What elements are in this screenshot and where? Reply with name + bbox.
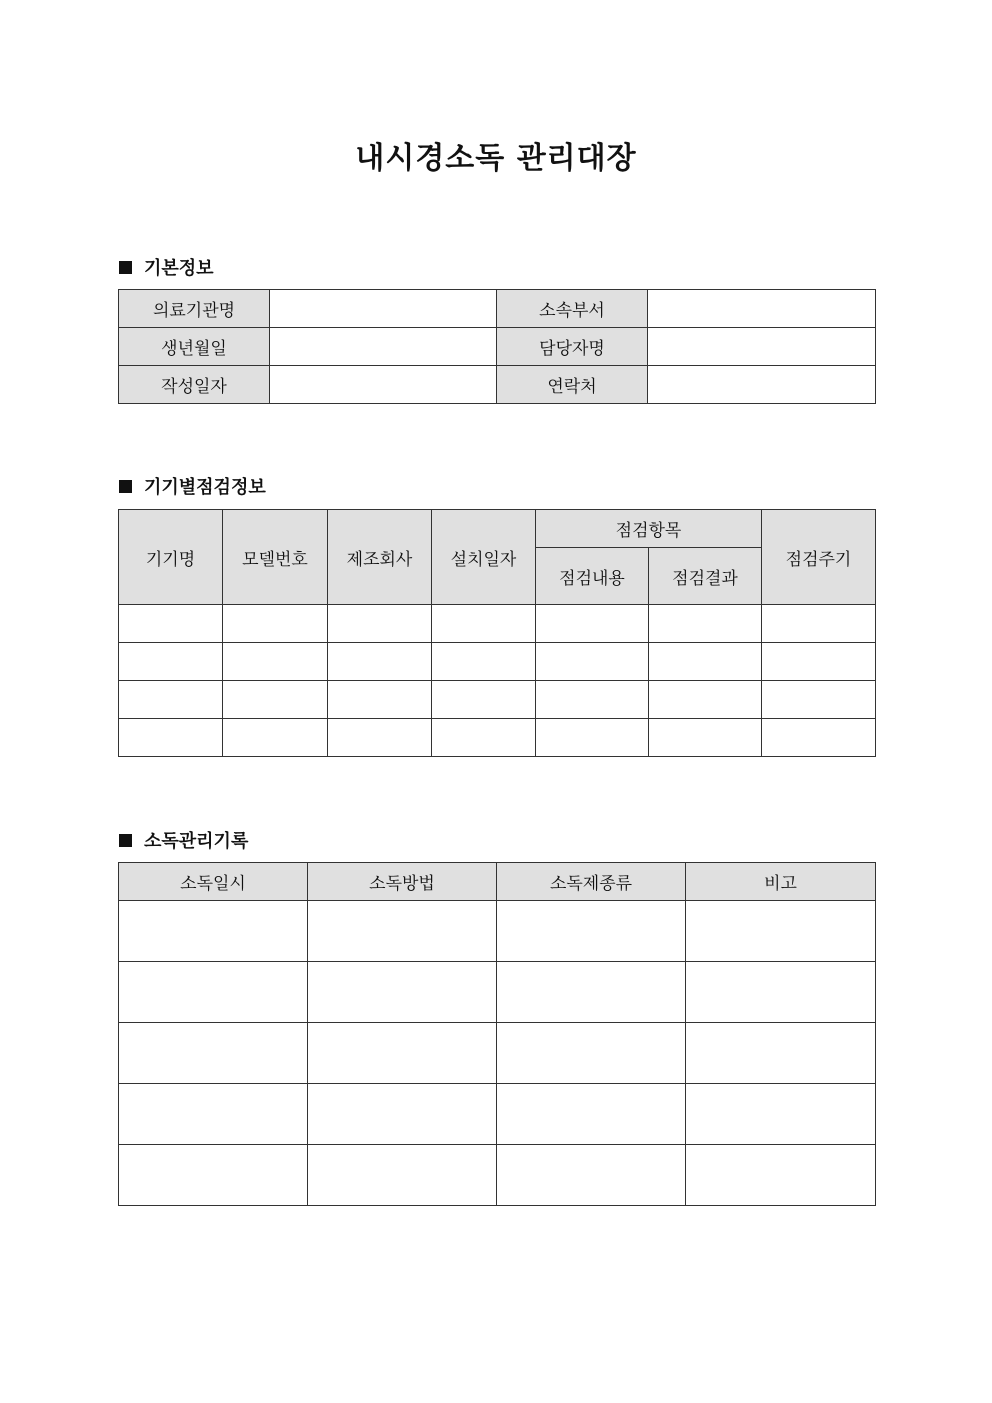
section-heading-inspection-text: 기기별점검정보 (144, 477, 266, 498)
header-manufacturer: 제조회사 (328, 510, 432, 605)
table-cell[interactable] (119, 643, 223, 681)
square-bullet-icon (119, 261, 132, 274)
table-cell[interactable] (119, 681, 223, 719)
label-department: 소속부서 (497, 290, 648, 328)
table-cell[interactable] (536, 719, 649, 757)
department-field[interactable] (648, 290, 876, 328)
table-cell[interactable] (649, 719, 762, 757)
table-cell[interactable] (223, 605, 328, 643)
table-cell[interactable] (536, 681, 649, 719)
header-inspection-result: 점검결과 (649, 548, 762, 605)
table-cell[interactable] (497, 901, 686, 962)
table-cell[interactable] (223, 681, 328, 719)
table-header-row (119, 510, 876, 548)
table-cell[interactable] (119, 1023, 308, 1084)
header-remarks: 비고 (686, 863, 876, 901)
square-bullet-icon (119, 834, 132, 847)
label-hospital-name: 의료기관명 (119, 290, 270, 328)
table-header-row (119, 863, 876, 901)
table-cell[interactable] (119, 901, 308, 962)
table-cell[interactable] (223, 719, 328, 757)
table-cell[interactable] (308, 901, 497, 962)
section-heading-basic (119, 254, 214, 280)
table-row (119, 681, 876, 719)
table-cell[interactable] (432, 605, 536, 643)
table-cell[interactable] (328, 719, 432, 757)
section-heading-basic-text: 기본정보 (144, 258, 214, 279)
header-disinfectant-type: 소독제종류 (497, 863, 686, 901)
table-cell[interactable] (686, 1084, 876, 1145)
section-heading-disinfection-text: 소독관리기록 (144, 831, 249, 852)
table-cell[interactable] (497, 1023, 686, 1084)
table-cell[interactable] (686, 962, 876, 1023)
table-cell[interactable] (308, 1084, 497, 1145)
table-cell[interactable] (308, 1023, 497, 1084)
label-birth-date: 생년월일 (119, 328, 270, 366)
table-cell[interactable] (308, 1145, 497, 1206)
label-write-date: 작성일자 (119, 366, 270, 404)
table-row (119, 290, 876, 328)
table-row (119, 962, 876, 1023)
table-cell[interactable] (119, 1145, 308, 1206)
disinfection-record-table (118, 862, 876, 1206)
hospital-name-field[interactable] (270, 290, 497, 328)
table-row (119, 1145, 876, 1206)
header-install-date: 설치일자 (432, 510, 536, 605)
header-disinfection-method: 소독방법 (308, 863, 497, 901)
inspection-table (118, 509, 876, 757)
table-cell[interactable] (686, 901, 876, 962)
header-inspection-items: 점검항목 (536, 510, 762, 548)
section-heading-inspection (119, 473, 266, 499)
table-cell[interactable] (649, 643, 762, 681)
table-cell[interactable] (119, 962, 308, 1023)
header-inspection-content: 점검내용 (536, 548, 649, 605)
table-row (119, 605, 876, 643)
table-row (119, 1023, 876, 1084)
basic-info-table (118, 289, 876, 404)
table-row (119, 901, 876, 962)
table-cell[interactable] (119, 605, 223, 643)
table-cell[interactable] (308, 962, 497, 1023)
label-manager-name: 담당자명 (497, 328, 648, 366)
contact-field[interactable] (648, 366, 876, 404)
square-bullet-icon (119, 480, 132, 493)
table-cell[interactable] (432, 681, 536, 719)
label-contact: 연락처 (497, 366, 648, 404)
table-cell[interactable] (762, 643, 876, 681)
section-heading-disinfection (119, 827, 248, 853)
table-row (119, 366, 876, 404)
table-cell[interactable] (432, 643, 536, 681)
table-cell[interactable] (328, 643, 432, 681)
table-cell[interactable] (649, 681, 762, 719)
table-cell[interactable] (223, 643, 328, 681)
table-cell[interactable] (536, 605, 649, 643)
header-model-number: 모델번호 (223, 510, 328, 605)
table-cell[interactable] (119, 1084, 308, 1145)
table-cell[interactable] (649, 605, 762, 643)
table-cell[interactable] (328, 681, 432, 719)
table-cell[interactable] (536, 643, 649, 681)
table-cell[interactable] (686, 1145, 876, 1206)
header-device-name: 기기명 (119, 510, 223, 605)
table-row (119, 719, 876, 757)
table-cell[interactable] (686, 1023, 876, 1084)
table-cell[interactable] (497, 962, 686, 1023)
write-date-field[interactable] (270, 366, 497, 404)
table-row (119, 643, 876, 681)
page-title: 내시경소독 관리대장 (355, 141, 637, 176)
birth-date-field[interactable] (270, 328, 497, 366)
table-cell[interactable] (762, 605, 876, 643)
table-row (119, 328, 876, 366)
header-inspection-cycle: 점검주기 (762, 510, 876, 605)
table-row (119, 1084, 876, 1145)
manager-name-field[interactable] (648, 328, 876, 366)
header-disinfection-datetime: 소독일시 (119, 863, 308, 901)
table-cell[interactable] (119, 719, 223, 757)
table-cell[interactable] (328, 605, 432, 643)
table-cell[interactable] (762, 719, 876, 757)
table-cell[interactable] (497, 1084, 686, 1145)
table-cell[interactable] (432, 719, 536, 757)
table-cell[interactable] (497, 1145, 686, 1206)
table-cell[interactable] (762, 681, 876, 719)
